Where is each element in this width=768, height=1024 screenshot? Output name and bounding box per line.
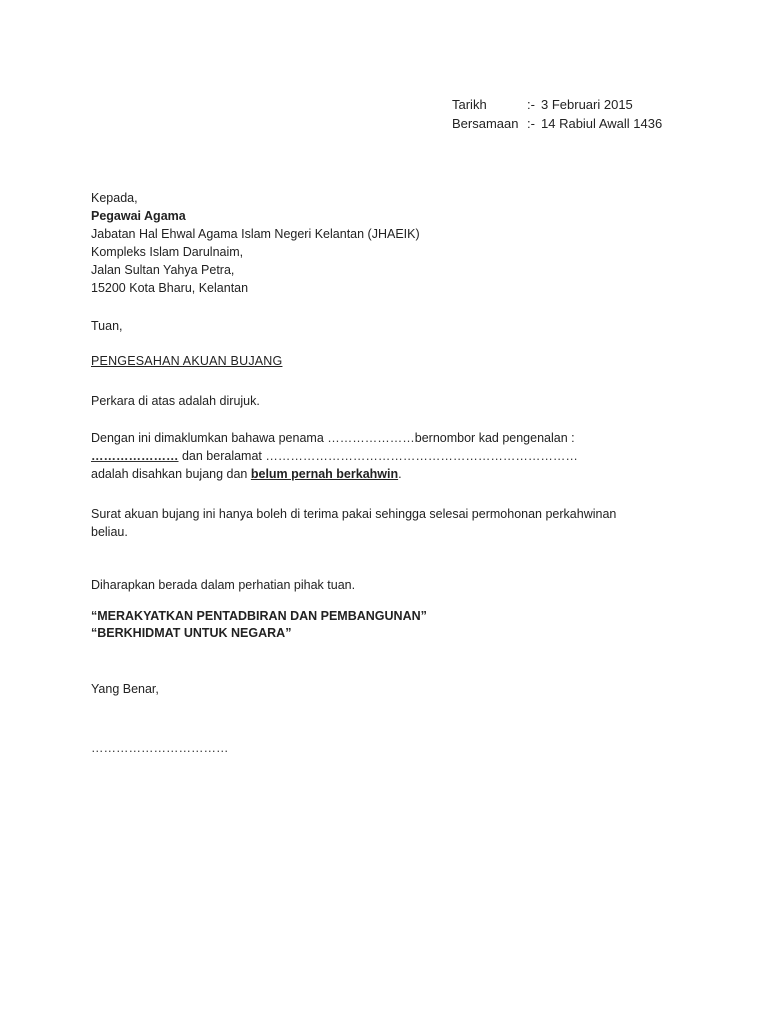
recipient-address <box>91 189 420 297</box>
paragraph-1-line-1 <box>91 429 578 447</box>
paragraph-1-text-b: bernombor kad pengenalan : <box>414 431 575 445</box>
signoff: Yang Benar, <box>91 682 159 696</box>
slogan-line-2: “BERKHIDMAT UNTUK NEGARA” <box>91 626 292 640</box>
recipient-line-4: 15200 Kota Bharu, Kelantan <box>91 281 249 295</box>
recipient-line-1: Jabatan Hal Ehwal Agama Islam Negeri Kelantan (JHAEIK) <box>91 227 420 241</box>
subject-heading: PENGESAHAN AKUAN BUJANG <box>91 354 283 368</box>
signature-line: …………………………… <box>91 741 229 755</box>
ic-number-blank: ………………… <box>91 449 179 463</box>
body-paragraph-1 <box>91 429 578 483</box>
date-row <box>452 95 662 114</box>
paragraph-1-text-d: adalah disahkan bujang dan <box>91 467 251 481</box>
paragraph-2-line-1: Surat akuan bujang ini hanya boleh di terima pakai sehingga selesai permohonan perkahwinan <box>91 507 617 521</box>
date-label: Tarikh <box>452 97 487 112</box>
hijri-date-value: 14 Rabiul Awall 1436 <box>541 116 663 131</box>
date-value: 3 Februari 2015 <box>541 97 633 112</box>
name-blank: ………………… <box>327 431 415 445</box>
hijri-date-label: Bersamaan <box>452 116 519 131</box>
paragraph-2-line-2: beliau. <box>91 525 128 539</box>
slogan-line-1: “MERAKYATKAN PENTADBIRAN DAN PEMBANGUNAN” <box>91 609 427 623</box>
slogan-block <box>91 608 427 642</box>
body-paragraph-2 <box>91 505 616 541</box>
recipient-line-3: Jalan Sultan Yahya Petra, <box>91 263 235 277</box>
closing-line: Diharapkan berada dalam perhatian pihak tuan. <box>91 578 356 592</box>
recipient-to: Kepada, <box>91 191 138 205</box>
paragraph-1-text-c: dan beralamat <box>178 449 266 463</box>
greeting: Tuan, <box>91 319 123 333</box>
recipient-line-2: Kompleks Islam Darulnaim, <box>91 245 244 259</box>
paragraph-1-line-3 <box>91 465 578 483</box>
never-married-emphasis: belum pernah berkahwin <box>250 467 399 481</box>
paragraph-1-text-a: Dengan ini dimaklumkan bahawa penama <box>91 431 328 445</box>
address-blank: ………………………………………………………………… <box>265 449 578 463</box>
date-separator: :- <box>527 97 535 112</box>
paragraph-1-end: . <box>398 467 402 481</box>
paragraph-1-line-2 <box>91 447 578 465</box>
date-block <box>452 95 662 133</box>
recipient-title: Pegawai Agama <box>91 209 186 223</box>
hijri-date-separator: :- <box>527 116 535 131</box>
reference-line: Perkara di atas adalah dirujuk. <box>91 394 260 408</box>
hijri-date-row <box>452 114 662 133</box>
